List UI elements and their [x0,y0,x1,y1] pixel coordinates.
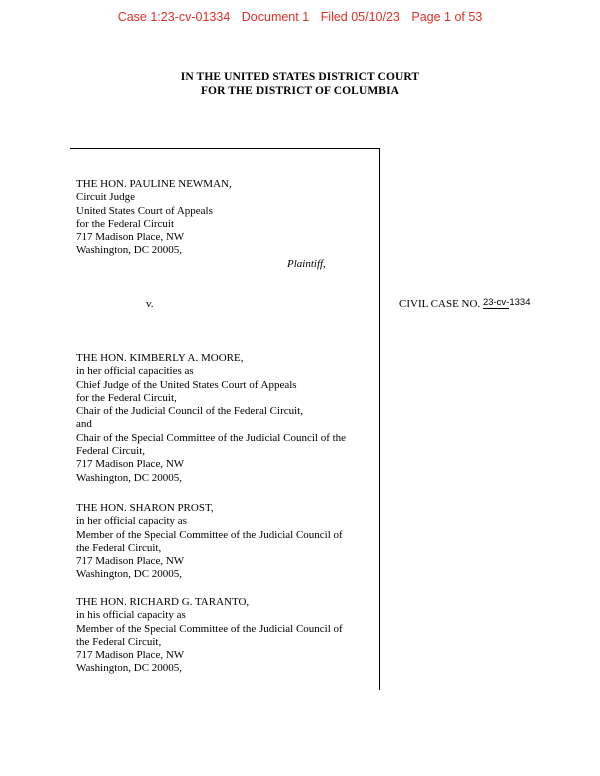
defendant-line: Chair of the Special Committee of the Judicial Council of the [76,431,347,444]
filed-date-stamp: Filed 05/10/23 [320,10,400,24]
defendant-line: 717 Madison Place, NW [76,555,185,568]
case-number-stamp: Case 1:23-cv-01334 [117,10,231,24]
plaintiff-line: Washington, DC 20005, [76,244,183,257]
versus-label: v. [146,298,154,310]
court-title-line-1: IN THE UNITED STATES DISTRICT COURT [180,71,420,83]
defendant-line: Washington, DC 20005, [76,662,183,675]
defendant-line: THE HON. SHARON PROST, [76,502,214,514]
defendant-line: in her official capacities as [76,365,194,378]
plaintiff-role-label: Plaintiff, [287,258,326,270]
defendant-block-moore [76,352,346,485]
defendant-line: the Federal Circuit, [76,541,162,554]
defendant-line: THE HON. RICHARD G. TARANTO, [76,596,250,608]
plaintiff-line: Circuit Judge [76,191,135,204]
defendant-line: Washington, DC 20005, [76,568,183,581]
defendant-line: 717 Madison Place, NW [76,649,185,662]
filing-header-stamp [0,10,600,24]
document-number-stamp: Document 1 [241,10,310,24]
civil-case-label: CIVIL CASE NO. [399,298,481,310]
defendant-line: THE HON. KIMBERLY A. MOORE, [76,352,244,364]
defendant-block-taranto [76,596,343,676]
defendant-line: in her official capacity as [76,515,187,528]
civil-case-number-value [483,297,531,308]
case-number-suffix: 1334 [509,297,531,308]
plaintiff-line: for the Federal Circuit [76,217,175,230]
court-title [0,70,600,98]
defendant-line: 717 Madison Place, NW [76,458,185,471]
defendant-block-prost [76,502,343,582]
caption-vertical-rule [379,148,380,690]
plaintiff-line: 717 Madison Place, NW [76,231,185,244]
defendant-line: Chair of the Judicial Council of the Federal Circuit, [76,405,303,418]
defendant-line: the Federal Circuit, [76,635,162,648]
court-title-line-2: FOR THE DISTRICT OF COLUMBIA [200,85,400,97]
defendant-line: Member of the Special Committee of the Judicial Council of [76,622,343,635]
defendant-line: in his official capacity as [76,609,186,622]
defendant-line: and [76,418,92,431]
civil-case-number [399,298,530,311]
defendant-line: Chief Judge of the United States Court of Appeals [76,378,297,391]
caption-top-rule [70,148,380,149]
page-count-stamp: Page 1 of 53 [411,10,483,24]
case-number-prefix: 23-cv- [482,297,510,308]
defendant-line: Washington, DC 20005, [76,471,183,484]
plaintiff-block [76,178,232,258]
plaintiff-line: United States Court of Appeals [76,204,213,217]
plaintiff-line: THE HON. PAULINE NEWMAN, [76,178,232,190]
defendant-line: for the Federal Circuit, [76,391,177,404]
defendant-line: Federal Circuit, [76,445,146,458]
defendant-line: Member of the Special Committee of the Judicial Council of [76,528,343,541]
